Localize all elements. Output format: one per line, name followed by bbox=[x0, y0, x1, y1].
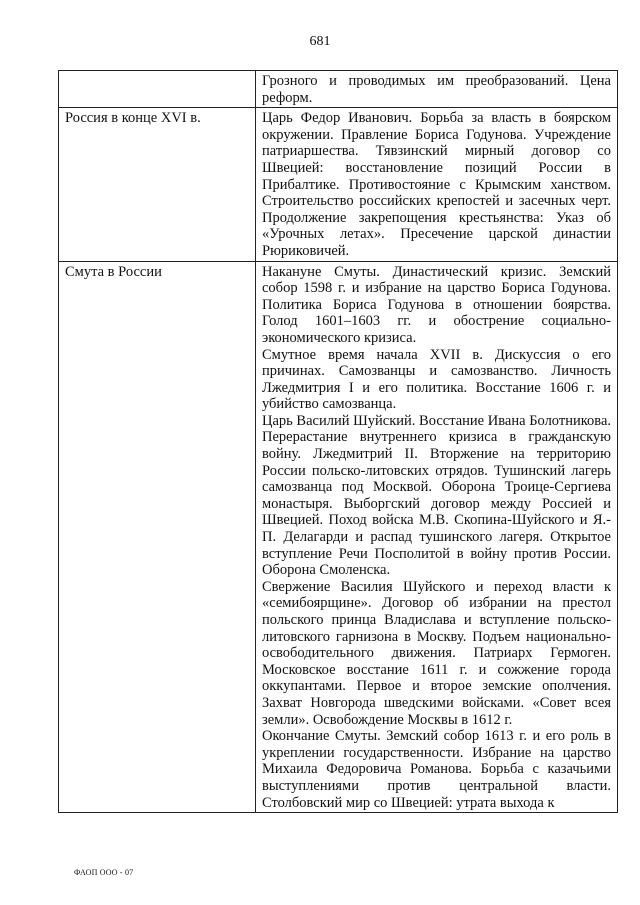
table-row bbox=[59, 71, 618, 108]
description-paragraph: Царь Федор Иванович. Борьба за власть в боярском окружении. Правление Бориса Годунова. Учреждение патриаршества. Тявзинский мирный договор со Швецией: восстановление позиций России в Прибалтике. Противостояние с Крымским ханством. Строительство российских крепостей и засечных черт. Продолжение закрепощения крестьянства: Указ об «Урочных летах». Пресечение царской династии Рюриковичей. bbox=[262, 110, 611, 259]
table-row bbox=[59, 108, 618, 261]
description-paragraph: Окончание Смуты. Земский собор 1613 г. и его роль в укреплении государственности. Избрание на царство Михаила Федоровича Романова. Борьба с казачьими выступлениями против центральной власти. Столбовский мир со Швецией: утрата выхода к bbox=[262, 728, 611, 811]
description-paragraph: Свержение Василия Шуйского и переход власти к «семибоярщине». Договор об избрании на престол польского принца Владислава и вступление польско-литовского гарнизона в Москву. Подъем национально-освободительного движения. Патриарх Гермоген. Московское восстание 1611 г. и сожжение города оккупантами. Первое и второе земские ополчения. Захват Новгорода шведскими войсками. «Совет всея земли». Освобождение Москвы в 1612 г. bbox=[262, 578, 611, 728]
description-cell bbox=[256, 261, 618, 813]
page-number: 681 bbox=[309, 34, 331, 49]
description-paragraph: Грозного и проводимых им преобразований. Цена реформ. bbox=[262, 73, 611, 106]
topic-cell: Россия в конце XVI в. bbox=[59, 108, 256, 261]
topic-cell: Смута в России bbox=[59, 261, 256, 813]
description-paragraph: Смутное время начала XVII в. Дискуссия о его причинах. Самозванцы и самозванство. Личность Лжедмитрия I и его политика. Восстание 1606 г. и убийство самозванца. bbox=[262, 346, 611, 413]
footer-document-code: ФАОП ООО - 07 bbox=[74, 868, 134, 877]
description-cell bbox=[256, 71, 618, 108]
description-paragraph: Накануне Смуты. Династический кризис. Земский собор 1598 г. и избрание на царство Бориса Годунова. Политика Бориса Годунова в отношении боярства. Голод 1601–1603 гг. и обострение социально-экономического кризиса. bbox=[262, 263, 611, 346]
topic-cell bbox=[59, 71, 256, 108]
curriculum-table bbox=[58, 70, 618, 813]
description-paragraph: Царь Василий Шуйский. Восстание Ивана Болотникова. Перерастание внутреннего кризиса в гражданскую войну. Лжедмитрий II. Вторжение на территорию России польско-литовских отрядов. Тушинский лагерь самозванца под Москвой. Оборона Троице-Сергиева монастыря. Выборгский договор между Россией и Швецией. Поход войска М.В. Скопина-Шуйского и Я.-П. Делагарди и распад тушинского лагеря. Открытое вступление Речи Посполитой в войну против России. Оборона Смоленска. bbox=[262, 412, 611, 579]
table-row bbox=[59, 261, 618, 813]
description-cell bbox=[256, 108, 618, 261]
